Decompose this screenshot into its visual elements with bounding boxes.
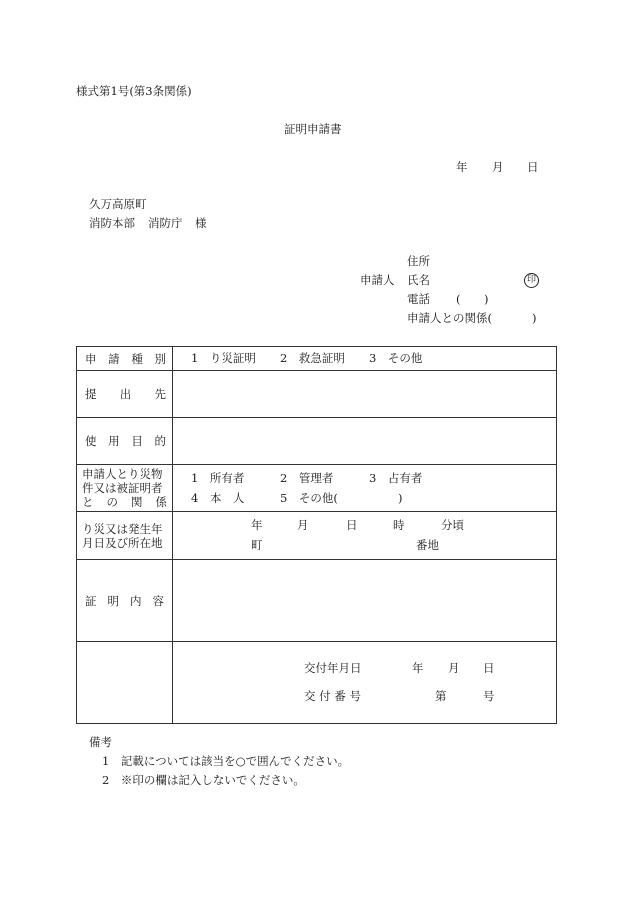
field-content[interactable] bbox=[173, 560, 557, 642]
note-item-1: 1 記載については該当を○で囲んでください。 bbox=[102, 754, 350, 768]
field-relation[interactable] bbox=[173, 465, 557, 512]
label-relation: 申請人とり災物 件又は被証明者 と の 関 係 bbox=[77, 465, 173, 512]
applicant-relation-label: 申請人との関係( bbox=[407, 311, 492, 325]
applicant-phone-label: 電話 bbox=[407, 292, 430, 306]
relation-option-5[interactable]: 5 その他( bbox=[280, 491, 338, 505]
row-submit-to bbox=[77, 371, 557, 418]
date-year: 年 bbox=[456, 160, 468, 174]
addressee-town: 久万高原町 bbox=[89, 197, 147, 211]
addressee-honorific: 様 bbox=[195, 216, 207, 230]
row-issue bbox=[77, 642, 557, 724]
issue-number-label: 交 付 番 号 bbox=[304, 689, 361, 703]
phone-paren-open: ( bbox=[456, 292, 461, 306]
seal-icon: 印 bbox=[524, 273, 539, 288]
issue-date-day-unit: 日 bbox=[483, 661, 495, 675]
field-incident[interactable] bbox=[173, 512, 557, 560]
date-month: 月 bbox=[492, 160, 504, 174]
issue-date-label: 交付年月日 bbox=[304, 661, 362, 675]
label-application-type: 申 請 種 別 bbox=[77, 347, 173, 371]
relation-option-1[interactable]: 1 所有者 bbox=[191, 471, 245, 485]
phone-paren-close: ) bbox=[484, 292, 489, 306]
row-content bbox=[77, 560, 557, 642]
page-title: 証明申請書 bbox=[284, 122, 342, 136]
row-application-type bbox=[77, 347, 557, 371]
row-relation bbox=[77, 465, 557, 512]
label-issue-blank bbox=[77, 642, 173, 724]
type-option-3[interactable]: 3 その他 bbox=[369, 351, 423, 365]
relation-other-close: ) bbox=[398, 491, 403, 505]
label-purpose: 使 用 目 的 bbox=[77, 418, 173, 465]
label-content: 証 明 内 容 bbox=[77, 560, 173, 642]
relation-option-2[interactable]: 2 管理者 bbox=[280, 471, 334, 485]
note-item-2: 2 ※印の欄は記入しないでください。 bbox=[102, 773, 305, 787]
incident-day-unit: 日 bbox=[346, 518, 358, 532]
relation-option-3[interactable]: 3 占有者 bbox=[369, 471, 423, 485]
type-option-1[interactable]: 1 り災証明 bbox=[191, 351, 256, 365]
issue-date-month-unit: 月 bbox=[448, 661, 460, 675]
row-incident bbox=[77, 512, 557, 560]
application-table bbox=[76, 346, 557, 724]
row-purpose bbox=[77, 418, 557, 465]
field-application-type[interactable] bbox=[173, 347, 557, 371]
issue-number-suffix: 号 bbox=[483, 689, 495, 703]
field-issue bbox=[173, 642, 557, 724]
issue-date-year-unit: 年 bbox=[412, 661, 424, 675]
seal-mark bbox=[524, 273, 539, 288]
notes-heading: 備考 bbox=[89, 735, 112, 749]
issue-number-prefix: 第 bbox=[435, 689, 447, 703]
applicant-address-label: 住所 bbox=[407, 254, 430, 268]
incident-town-unit: 町 bbox=[251, 538, 263, 552]
field-submit-to[interactable] bbox=[173, 371, 557, 418]
type-option-2[interactable]: 2 救急証明 bbox=[280, 351, 345, 365]
addressee-org: 消防本部 bbox=[89, 216, 135, 230]
applicant-name-label: 氏名 bbox=[407, 273, 430, 287]
relation-option-4[interactable]: 4 本 人 bbox=[191, 491, 245, 505]
date-day: 日 bbox=[527, 160, 539, 174]
addressee-chief: 消防庁 bbox=[148, 216, 183, 230]
incident-hour-unit: 時 bbox=[393, 518, 405, 532]
incident-minute-unit: 分頃 bbox=[441, 518, 464, 532]
field-purpose[interactable] bbox=[173, 418, 557, 465]
form-number: 様式第1号(第3条関係) bbox=[76, 84, 192, 98]
incident-month-unit: 月 bbox=[297, 518, 309, 532]
label-incident: り災又は発生年 月日及び所在地 bbox=[77, 512, 173, 560]
applicant-group-label: 申請人 bbox=[360, 273, 395, 287]
applicant-relation-close: ) bbox=[532, 311, 537, 325]
incident-year-unit: 年 bbox=[251, 518, 263, 532]
incident-lot-unit: 番地 bbox=[416, 538, 439, 552]
label-submit-to: 提 出 先 bbox=[77, 371, 173, 418]
